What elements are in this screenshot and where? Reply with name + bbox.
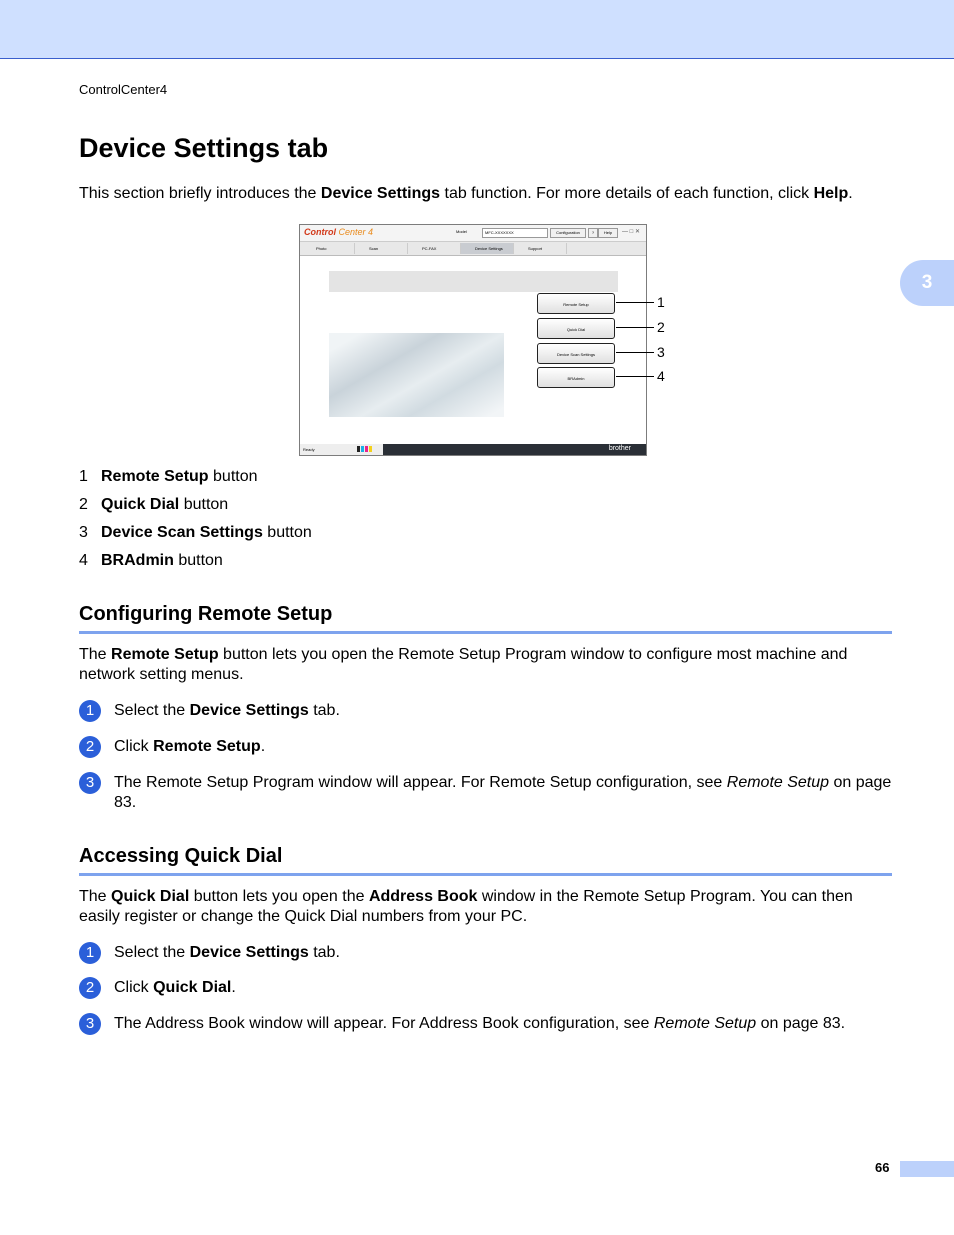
- screenshot-tab-bar: [300, 242, 646, 256]
- content-header-bar: [329, 271, 618, 292]
- status-bar: [300, 444, 646, 455]
- step-number-badge: 1: [79, 942, 101, 964]
- footer-color-band: [900, 1161, 954, 1177]
- section2-paragraph: The Quick Dial button lets you open the Address Book window in the Remote Setup Program. You can then easily register or change the Quick Dial numbers from your PC.: [79, 888, 853, 925]
- quick-dial-button[interactable]: Quick Dial: [537, 318, 615, 339]
- ink-black-icon: [357, 446, 360, 452]
- top-color-band: [0, 0, 954, 59]
- help-button[interactable]: Help: [598, 228, 618, 238]
- device-scan-settings-button[interactable]: Device Scan Settings: [537, 343, 615, 364]
- screenshot-titlebar: [300, 225, 646, 242]
- callout-number-1: 1: [657, 294, 665, 310]
- section-rule: [79, 631, 892, 634]
- callout-number-4: 4: [657, 368, 665, 384]
- callout-line-1: [616, 302, 654, 303]
- configuration-button[interactable]: Configuration: [550, 228, 586, 238]
- window-controls[interactable]: — □ ✕: [622, 229, 640, 235]
- tab-scan[interactable]: Scan: [355, 243, 408, 254]
- model-select[interactable]: MFC-XXXXXXX: [482, 228, 548, 238]
- ink-cyan-icon: [361, 446, 364, 452]
- brother-brand: brother: [608, 445, 631, 452]
- model-label: Model: [456, 229, 467, 234]
- step-number-badge: 2: [79, 977, 101, 999]
- page-number: 66: [875, 1160, 890, 1175]
- legend-item: 4 BRAdmin button: [79, 552, 223, 569]
- tab-device-settings[interactable]: Device Settings: [461, 243, 514, 254]
- chapter-tab: 3: [900, 260, 954, 306]
- tab-photo[interactable]: Photo: [302, 243, 355, 254]
- bradmin-button[interactable]: BRAdmin: [537, 367, 615, 388]
- ink-yellow-icon: [369, 446, 372, 452]
- section1-paragraph: The Remote Setup button lets you open the Remote Setup Program window to configure most machine and network setting menus.: [79, 646, 848, 683]
- help-question-icon[interactable]: ?: [588, 228, 598, 238]
- wrench-illustration: [329, 333, 504, 417]
- controlcenter-screenshot: [299, 224, 647, 456]
- callout-line-4: [616, 376, 654, 377]
- remote-setup-button[interactable]: Remote Setup: [537, 293, 615, 314]
- section-rule: [79, 873, 892, 876]
- legend-item: 1 Remote Setup button: [79, 468, 258, 485]
- status-ready-text: Ready: [300, 444, 383, 455]
- callout-line-3: [616, 352, 654, 353]
- legend-item: 2 Quick Dial button: [79, 496, 229, 513]
- legend-item: 3 Device Scan Settings button: [79, 524, 312, 541]
- step-number-badge: 3: [79, 1013, 101, 1035]
- section-heading-remote-setup: Configuring Remote Setup: [79, 603, 333, 625]
- step-number-badge: 2: [79, 736, 101, 758]
- tab-support[interactable]: Support: [514, 243, 567, 254]
- callout-number-3: 3: [657, 344, 665, 360]
- step-number-badge: 3: [79, 772, 101, 794]
- controlcenter-logo: Control Center 4: [304, 227, 374, 237]
- callout-line-2: [616, 327, 654, 328]
- cross-reference-link[interactable]: Remote Setup: [726, 774, 830, 791]
- page-title: Device Settings tab: [79, 133, 329, 163]
- ink-magenta-icon: [365, 446, 368, 452]
- intro-paragraph: This section briefly introduces the Device Settings tab function. For more details of each function, click Help.: [79, 185, 853, 202]
- tab-pc-fax[interactable]: PC-FAX: [408, 243, 461, 254]
- cross-reference-link[interactable]: Remote Setup: [653, 1015, 757, 1032]
- step-number-badge: 1: [79, 700, 101, 722]
- section-heading-quick-dial: Accessing Quick Dial: [79, 845, 283, 867]
- callout-number-2: 2: [657, 319, 665, 335]
- running-header: ControlCenter4: [79, 82, 168, 97]
